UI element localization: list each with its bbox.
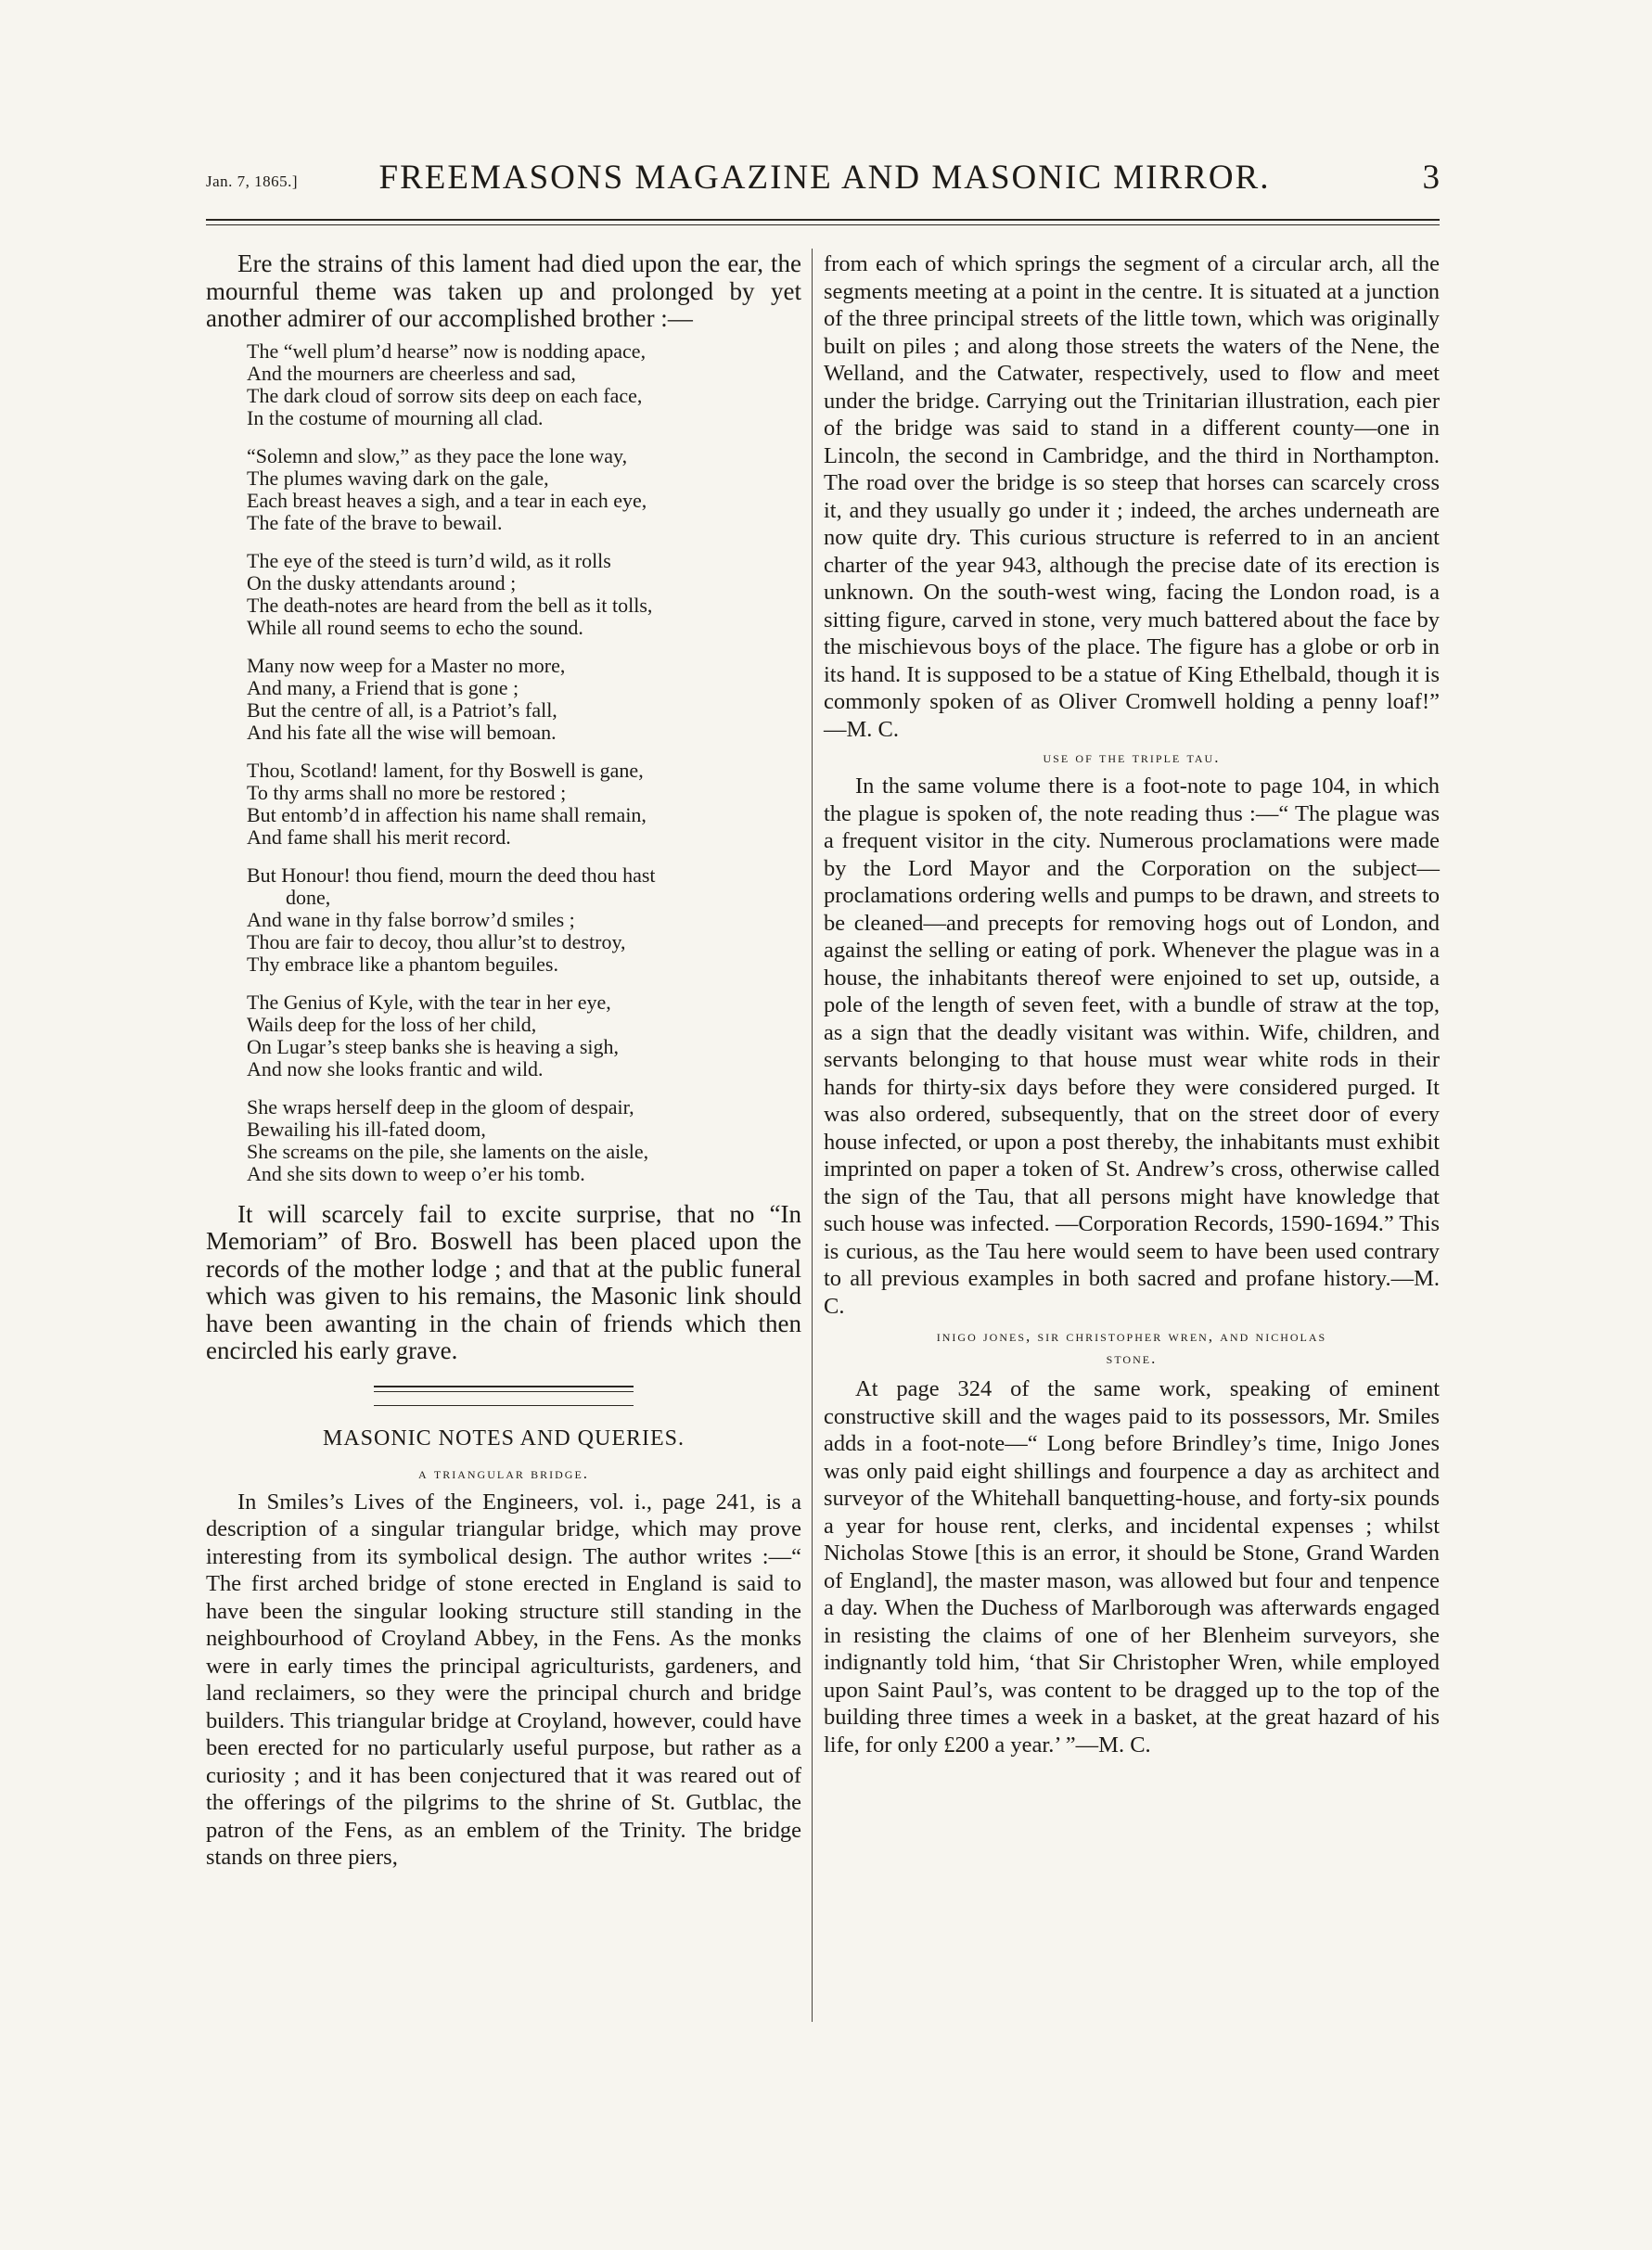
poem-line: The death-notes are heard from the bell as it tolls,: [247, 593, 653, 617]
poem-stanza: [247, 864, 801, 976]
poem-line: And wane in thy false borrow’d smiles ;: [247, 907, 575, 931]
page-header: [206, 154, 1440, 210]
poem-line: But Honour! thou fiend, mourn the deed thou hast: [247, 863, 656, 887]
poem-stanza: [247, 340, 801, 429]
section-heading: MASONIC NOTES AND QUERIES.: [322, 1425, 685, 1451]
poem-line: And the mourners are cheerless and sad,: [247, 361, 576, 385]
poem-line: While all round seems to echo the sound.: [247, 615, 583, 639]
poem-line: And now she looks frantic and wild.: [247, 1056, 544, 1080]
poem-line: But the centre of all, is a Patriot’s fall,: [247, 697, 557, 722]
bridge-paragraph-continued: from each of which springs the segment of a circular arch, all the segments meeting at a point in the centre. It is situated at a junction of the three principal streets of the little town, which was originally built on piles ; and along those streets the waters of the Nene, the Welland, and the Catwater, respectively, used to flow and meet under the bridge. Carrying out the Trinitarian illustration, each pier of the bridge was said to stand in a different county—one in Lincoln, the second in Cambridge, and the third in Northampton. The road over the bridge is so steep that horses can scarcely cross it, and they usually go under it ; indeed, the arches underneath are now quite dry. This curious structure is referred to in an ancient charter of the year 943, although the precise date of its erection is unknown. On the south-west wing, facing the London road, is a sitting figure, carved in stone, very much battered about the face by the mischievous boys of the place. The figure has a globe or orb in its hand. It is supposed to be a statue of King Ethelbald, though it is commonly spoken of as Oliver Cromwell holding a penny loaf!” —M. C.: [824, 251, 1440, 742]
poem-line: In the costume of mourning all clad.: [247, 405, 544, 429]
poem-line: Bewailing his ill-fated doom,: [247, 1117, 486, 1141]
header-rule-thin: [206, 224, 1440, 225]
poem-line: Many now weep for a Master no more,: [247, 653, 566, 677]
poem-line: done,: [286, 885, 331, 909]
poem-line: The fate of the brave to bewail.: [247, 510, 503, 534]
poem-line: She screams on the pile, she laments on the aisle,: [247, 1139, 649, 1163]
tau-subheading: use of the triple tau.: [1043, 748, 1221, 766]
poem-line: The eye of the steed is turn’d wild, as it rolls: [247, 548, 611, 572]
poem-line: Thou are fair to decoy, thou allur’st to destroy,: [247, 929, 626, 953]
jones-subheading-line: inigo jones, sir christopher wren, and nicholas: [936, 1327, 1327, 1345]
magazine-title: FREEMASONS MAGAZINE AND MASONIC MIRROR.: [378, 159, 1271, 197]
poem-line: Wails deep for the loss of her child,: [247, 1012, 537, 1036]
poem-line: And many, a Friend that is gone ;: [247, 675, 519, 699]
section-rule-thin: [374, 1405, 634, 1406]
poem: [247, 340, 801, 1185]
jones-paragraph: At page 324 of the same work, speaking of eminent constructive skill and the wages paid to its possessors, Mr. Smiles adds in a foot-note—“ Long before Brindley’s time, Inigo Jones was only paid eight shillings and fourpence a day as architect and surveyor of the Whitehall banquetting-house, and forty-six pounds a year for house rent, clerks, and incidental expenses ; whilst Nicholas Stowe [this is an error, it should be Stone, Grand Warden of England], the master mason, was allowed but four and tenpence a day. When the Duchess of Marlborough was afterwards engaged in resisting the claims of one of her Blenheim surveyors, she indignantly told him, ‘that Sir Christopher Wren, while employed upon Saint Paul’s, was content to be dragged up to the top of the building three times a week in a basket, at the great hazard of his life, for only £200 a year.’ ”—M. C.: [824, 1376, 1440, 1758]
closing-paragraph: It will scarcely fail to excite surprise, that no “In Memoriam” of Bro. Boswell has been placed upon the records of the mother lodge ; and that at the public funeral which was given to his remains, the Masonic link should have been awanting in the chain of friends which then encircled his early grave.: [206, 1199, 801, 1364]
poem-stanza: [247, 760, 801, 849]
issue-date: Jan. 7, 1865.]: [206, 173, 299, 190]
bridge-subheading: a triangular bridge.: [417, 1464, 590, 1482]
intro-paragraph: Ere the strains of this lament had died upon the ear, the mournful theme was taken up and prolonged by yet another admirer of our accomplished brother :—: [206, 249, 801, 332]
right-column: [824, 250, 1440, 1758]
poem-line: The “well plum’d hearse” now is nodding apace,: [247, 339, 647, 363]
poem-stanza: [247, 550, 801, 639]
column-divider: [812, 249, 813, 2022]
jones-subheading-line: stone.: [1106, 1349, 1158, 1367]
poem-line: But entomb’d in affection his name shall remain,: [247, 802, 647, 826]
poem-line: She wraps herself deep in the gloom of despair,: [247, 1094, 634, 1119]
section-rule: [374, 1386, 634, 1392]
poem-line: Each breast heaves a sigh, and a tear in each eye,: [247, 488, 647, 512]
poem-line: To thy arms shall no more be restored ;: [247, 780, 567, 804]
poem-line: And fame shall his merit record.: [247, 825, 511, 849]
header-rule: [206, 219, 1440, 221]
poem-line: Thou, Scotland! lament, for thy Boswell is gane,: [247, 758, 644, 782]
jones-subheading: [824, 1325, 1440, 1370]
poem-stanza: [247, 1096, 801, 1185]
poem-line: And she sits down to weep o’er his tomb.: [247, 1161, 585, 1185]
poem-stanza: [247, 655, 801, 744]
poem-line: The plumes waving dark on the gale,: [247, 466, 549, 490]
poem-stanza: [247, 991, 801, 1080]
poem-line: Thy embrace like a phantom beguiles.: [247, 952, 558, 976]
poem-line: The dark cloud of sorrow sits deep on each face,: [247, 383, 643, 407]
poem-line: The Genius of Kyle, with the tear in her eye,: [247, 990, 611, 1014]
tau-paragraph: In the same volume there is a foot-note to page 104, in which the plague is spoken of, the note reading thus :—“ The plague was a frequent visitor in the city. Numerous proclamations were made by the Lord Mayor and the Corporation on the subject—proclamations ordering wells and pumps to be drawn, and streets to be cleaned—and precepts for removing hogs out of London, and against the selling or eating of pork. Whenever the plague was in a house, the inhabitants thereof were enjoined to set up, outside, a pole of the length of seven feet, with a bundle of straw at the top, as a sign that the deadly visitant was within. Wife, children, and servants belonging to that house must wear white rods in their hands for thirty-six days before they were considered purged. It was also ordered, subsequently, that on the street door of every house infected, or upon a post thereby, the inhabitants must exhibit imprinted on paper a token of St. Andrew’s cross, otherwise called the sign of the Tau, that all persons might have knowledge that such house was infected. —Corporation Records, 1590-1694.” This is curious, as the Tau here would seem to have been used contrary to all previous examples in both sacred and profane history.—M. C.: [824, 773, 1440, 1319]
left-column: [206, 250, 801, 1872]
bridge-paragraph: In Smiles’s Lives of the Engineers, vol. i., page 241, is a description of a singular triangular bridge, which may prove interesting from its symbolical design. The author writes :—“ The first arched bridge of stone erected in England is said to have been the singular looking structure still standing in the neighbourhood of Croyland Abbey, in the Fens. As the monks were in early times the principal agriculturists, gardeners, and land reclaimers, so they were the principal church and bridge builders. This triangular bridge at Croyland, however, could have been erected for no particularly useful purpose, but rather as a curiosity ; and it has been conjectured that it was reared out of the offerings of the pilgrims to the shrine of St. Gutblac, the patron of the Fens, as an emblem of the Trinity. The bridge stands on three piers,: [206, 1489, 801, 1870]
poem-line: “Solemn and slow,” as they pace the lone way,: [247, 443, 628, 467]
poem-line: And his fate all the wise will bemoan.: [247, 720, 557, 744]
poem-stanza: [247, 445, 801, 534]
poem-line: On Lugar’s steep banks she is heaving a sigh,: [247, 1034, 620, 1058]
page-number: 3: [1422, 159, 1440, 197]
poem-line: On the dusky attendants around ;: [247, 570, 517, 594]
